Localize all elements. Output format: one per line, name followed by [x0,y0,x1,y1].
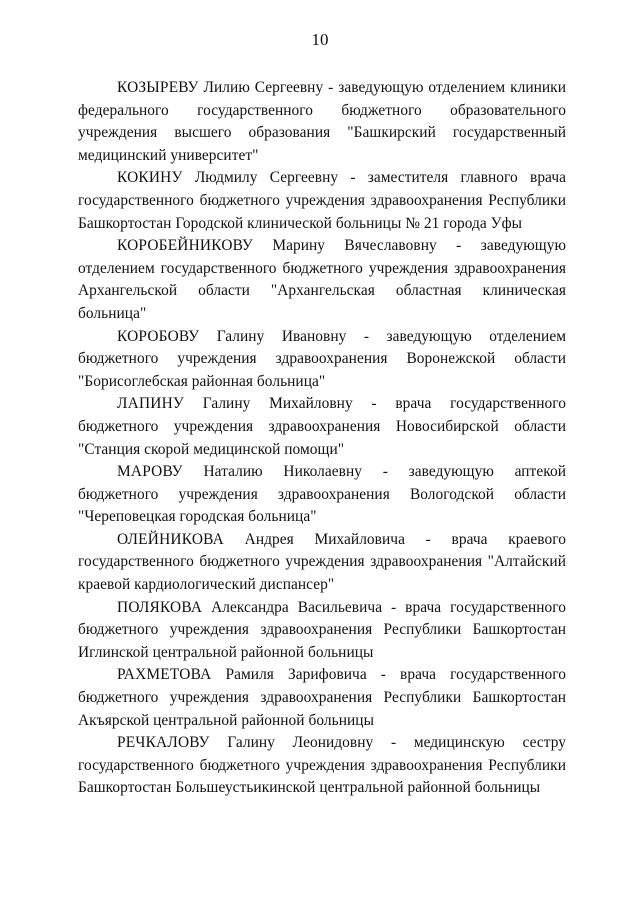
entry-surname: РАХМЕТОВА [117,666,212,684]
entry-surname: КОКИНУ [117,169,183,187]
entry-surname: ПОЛЯКОВА [117,598,203,616]
entry-text: Лилию Сергеевну - заведующую отделением клиники федерального государственного бюджетного образовательного учреждения высшего образования "Башкирский государственный медицинский университет" [78,79,566,164]
list-entry-kokina [78,167,566,235]
entry-surname: РЕЧКАЛОВУ [117,734,210,752]
list-entry-korobeinikova [78,235,566,325]
page-number: 10 [311,30,329,49]
list-entry-lapina [78,393,566,461]
entry-surname: ОЛЕЙНИКОВА [117,530,224,548]
award-list [78,77,566,800]
entry-surname: КОРОБОВУ [117,327,200,345]
entry-text: Наталию Николаевну - заведующую аптекой бюджетного учреждения здравоохранения Вологодской области "Череповецкая городская больница" [78,463,566,526]
entry-text: Рамиля Зарифовича - врача государственного бюджетного учреждения здравоохранения Республики Башкортостан Акъярской центральной районной больницы [78,666,566,729]
list-entry-marova [78,461,566,529]
entry-text: Галину Ивановну - заведующую отделением бюджетного учреждения здравоохранения Воронежской области "Борисоглебская районная больница" [78,327,566,390]
entry-surname: КОРОБЕЙНИКОВУ [117,237,253,255]
entry-surname: КОЗЫРЕВУ [117,79,199,96]
list-entry-polyakov [78,597,566,665]
entry-text: Галину Михайловну - врача государственного бюджетного учреждения здравоохранения Новосибирской области "Станция скорой медицинской помощи" [78,395,566,458]
list-entry-korobova [78,326,566,394]
entry-text: Галину Леонидовну - медицинскую сестру государственного бюджетного учреждения здравоохранения Республики Башкортостан Большеустьикинской центральной районной больницы [78,734,566,797]
list-entry-oleinikov [78,529,566,597]
list-entry-kozyreva [78,77,566,167]
entry-text: Александра Васильевича - врача государственного бюджетного учреждения здравоохранения Республики Башкортостан Иглинской центральной районной больницы [78,598,566,661]
entry-text: Марину Вячеславовну - заведующую отделением государственного бюджетного учреждения здравоохранения Архангельской области "Архангельская областная клиническая больница" [78,237,566,322]
list-entry-rakhmetov [78,664,566,732]
list-entry-rechkalova [78,732,566,800]
entry-surname: МАРОВУ [117,463,183,481]
entry-text: Людмилу Сергеевну - заместителя главного врача государственного бюджетного учреждения здравоохранения Республики Башкортостан Городской клинической больницы № 21 города Уфы [78,169,566,232]
entry-text: Андрея Михайловича - врача краевого государственного бюджетного учреждения здравоохранения "Алтайский краевой кардиологический диспансер" [78,530,566,594]
entry-surname: ЛАПИНУ [117,395,184,413]
